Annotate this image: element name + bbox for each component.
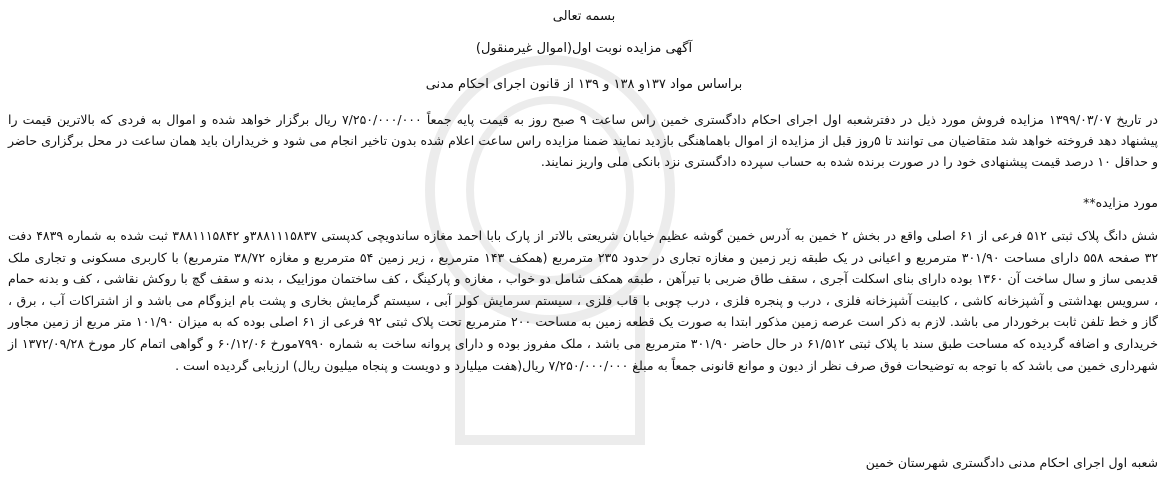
issuer-signature-line: شعبه اول اجرای احکام مدنی دادگستری شهرستان خمین (865, 455, 1158, 470)
auction-item-description: شش دانگ پلاک ثبتی ۵۱۲ فرعی از ۶۱ اصلی واقع در بخش ۲ خمین به آدرس خمین گوشه عظیم خیابان شریعتی بالاتر از پارک بابا احمد مغازه ساندویچی کدپستی ۳۸۸۱۱۱۵۸۳۷و ۳۸۸۱۱۱۵۸۴۲ ثبت شده به شماره ۴۸۳۹ دفت ۳۲ صفحه ۵۵۸ دارای مساحت ۳۰۱/۹۰ مترمربع و اعیانی در یک طبقه زیر زمین و مغازه تجاری در حدود ۲۳۵ مترمربع (همکف ۱۴۳ مترمربع ، زیر زمین ۵۴ مترمربع و مغازه ۳۸/۷۲ مترمربع) با کاربری مسکونی و تجاری ملک قدیمی ساز و سال ساخت آن ۱۳۶۰ بوده دارای بنای اسکلت آجری ، سقف طاق ضربی با تیرآهن ، طبقه همکف شامل دو خواب ، مغازه و پارکینگ ، کف ساختمان موزاییک ، بدنه و سقف گچ با روکش نقاشی ، کف و بدنه حمام ، سرویس بهداشتی و آشپزخانه کاشی ، کابینت آشپزخانه فلزی ، درب و پنجره فلزی ، درب چوبی با قاب فلزی ، سیستم سرمایش کولر آبی ، سیستم گرمایش بخاری و پشت بام ایزوگام می باشد و از اشتراکات آب ، برق ، گاز و خط تلفن ثابت برخوردار می باشد. لازم به ذکر است عرصه زمین مذکور ابتدا به صورت یک قطعه زمین به مساحت ۲۰۰ مترمربع تحت پلاک ثبتی ۹۲ فرعی از ۶۱ اصلی بوده که به میزان ۱۰۱/۹۰ متر مربع از زمین مجاور خریداری و اضافه گردیده که مساحت طبق سند با پلاک ثبتی ۶۱/۵۱۲ در حال حاضر ۳۰۱/۹۰ مترمربع می باشد ، ملک مفروز بوده و دارای پروانه ساخت به شماره ۷۹۹۰مورخ ۶۰/۱۲/۰۶ و گواهی اتمام کار مورخ ۱۳۷۲/۰۹/۲۸ از شهرداری خمین می باشد که با توجه به توضیحات فوق صرف نظر از دیون و موانع قانونی جمعاً به مبلغ ۷/۲۵۰/۰۰۰/۰۰۰ ریال(هفت میلیارد و دویست و پنجاه میلیون ریال) ارزیابی گردیده است . (8, 228, 1159, 373)
auction-item-heading: مورد مزایده** (1083, 195, 1158, 210)
basmala-heading: بسمه تعالی (552, 9, 616, 24)
notice-title: آگهی مزایده نوبت اول(اموال غیرمنقول) (475, 41, 693, 56)
intro-paragraph: در تاریخ ۱۳۹۹/۰۳/۰۷ مزایده فروش مورد ذیل در دفترشعبه اول اجرای احکام دادگستری خمین راس ساعت ۹ صبح روز به قیمت پایه جمعاً ۷/۲۵۰/۰۰۰/۰۰۰ ریال برگزار خواهد شده و اموال به فردی که بالاترین قیمت را پیشنهاد دهد فروخته خواهد شد متقاضیان می توانند تا ۵روز قبل از مزایده از اموال باهماهنگی بازدید نمایند ضمنا مزایده راس ساعت اعلام شده بدون تاخیر انجام می شود و خریداران باید همان ساعت در محل برگزاری حاضر و حداقل ۱۰ درصد قیمت پیشنهادی خود را در صورت برنده شده به حساب سپرده دادگستری نزد بانکی ملی واریز نمایند. (8, 112, 1158, 169)
notice-subtitle: براساس مواد ۱۳۷و ۱۳۸ و ۱۳۹ از قانون اجرای احکام مدنی (425, 77, 743, 92)
